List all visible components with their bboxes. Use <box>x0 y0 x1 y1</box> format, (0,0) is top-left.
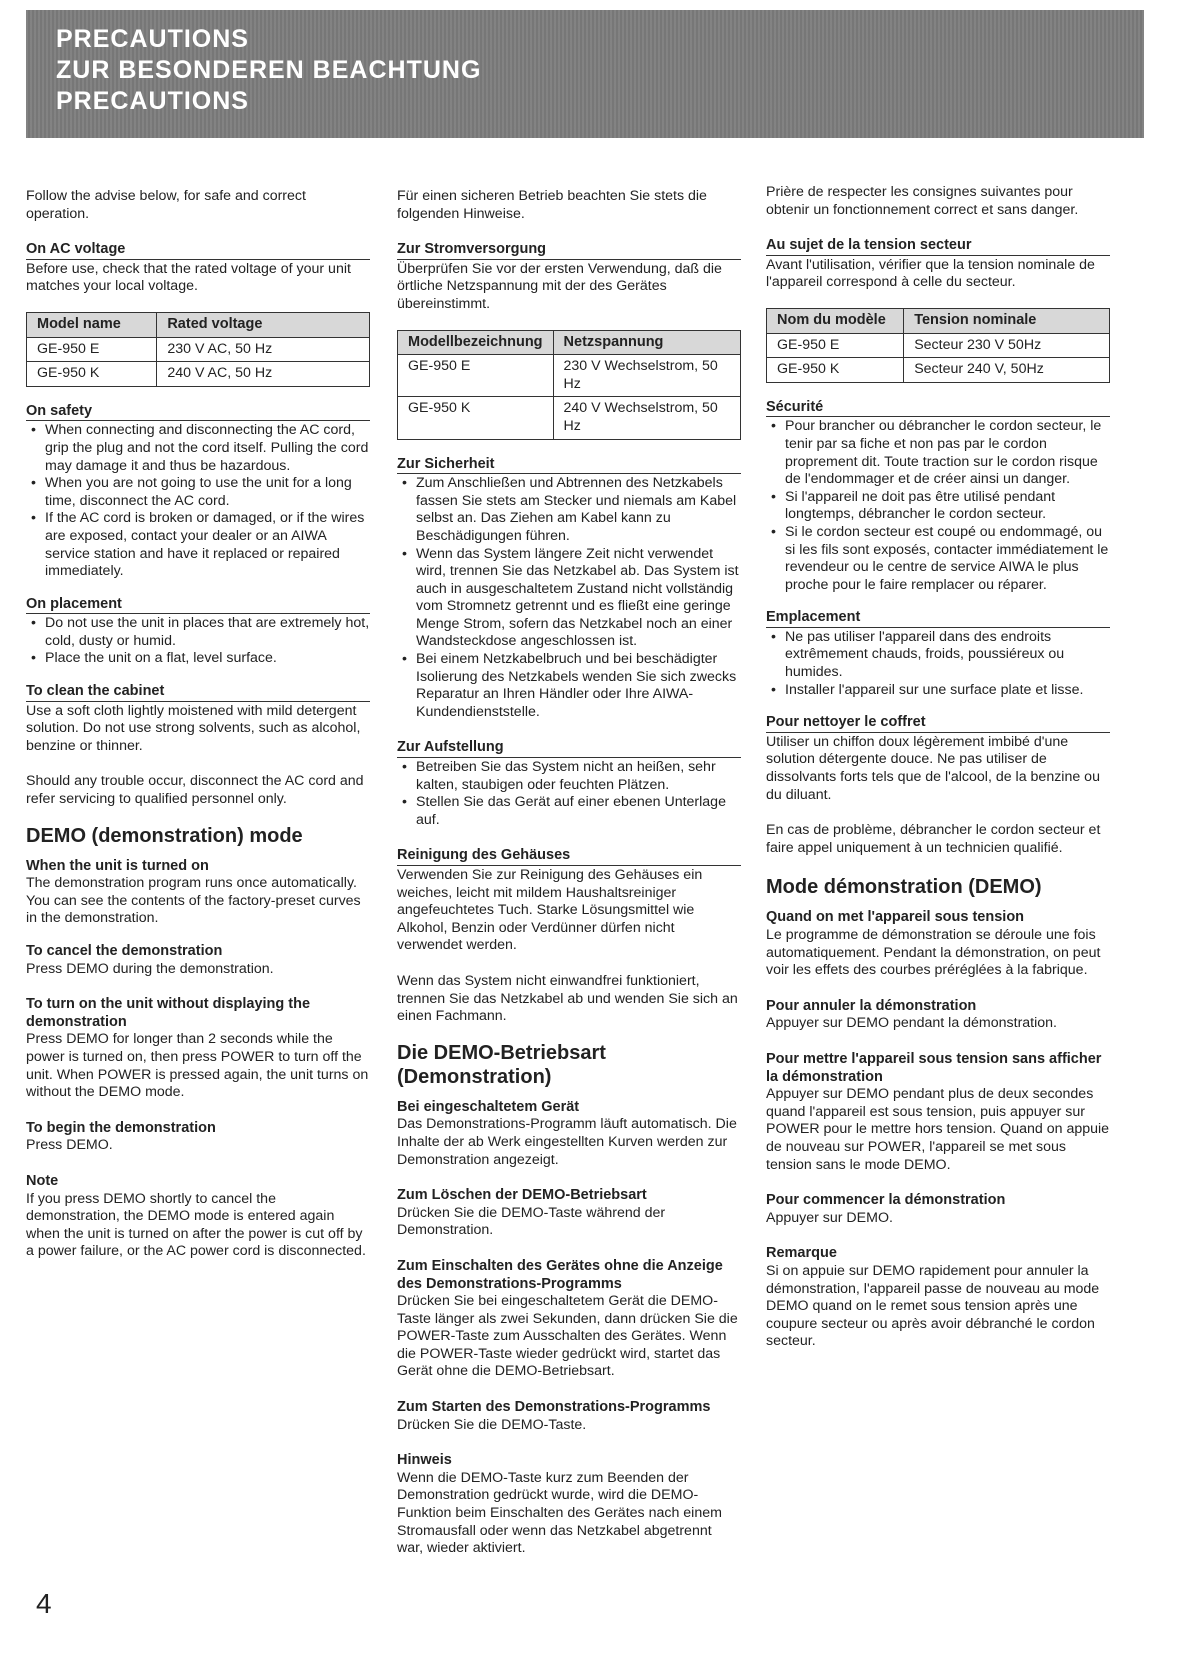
demo-mode-heading: DEMO (demonstration) mode <box>26 824 303 847</box>
placement-list <box>26 615 370 668</box>
list-item: • Betreiben Sie das System nicht an heißen, sehr kalten, staubigen oder feuchten Plätzen. <box>416 759 741 794</box>
table-header-model: Model name <box>27 312 157 337</box>
note-text: Si on appuie sur DEMO rapidement pour annuler la démonstration, l'appareil passe de nouveau au mode DEMO quand on le remet sous tension après une coupure secteur ou après avoir débranché le cordon secteur. <box>766 1262 1100 1350</box>
ac-voltage-heading: On AC voltage <box>26 241 370 260</box>
clean-text: Utiliser un chiffon doux légèrement imbibé d'une solution détergente douce. Ne pas utiliser de dissolvants forts tels que de l'alcool, de la benzine ou du diluant. <box>766 733 1100 803</box>
note-text: If you press DEMO shortly to cancel the demonstration, the DEMO mode is entered again when the unit is turned on after the power is cut off by a power failure, or the AC power cord is disconnected. <box>26 1190 366 1260</box>
table-cell: Secteur 230 V 50Hz <box>904 333 1110 358</box>
table-cell: GE-950 E <box>27 337 157 362</box>
voltage-table <box>26 312 370 387</box>
demo-turned-on-heading: Quand on met l'appareil sous tension <box>766 909 1025 926</box>
safety-list <box>766 418 1110 594</box>
clean-heading: Pour nettoyer le coffret <box>766 714 1110 733</box>
list-item: • Installer l'appareil sur une surface plate et lisse. <box>785 682 1110 700</box>
demo-turn-on-without-text: Appuyer sur DEMO pendant plus de deux secondes quand l'appareil est sous tension, puis appuyer sur POWER pour le mettre hors tension. Quand on appuie de nouveau sur POWER, l'appareil se met sous tension sans le mode DEMO. <box>766 1086 1110 1173</box>
trouble-text: En cas de problème, débrancher le cordon secteur et faire appel uniquement à un technicien qualifié. <box>766 822 1101 856</box>
title-french: PRECAUTIONS <box>56 87 249 115</box>
demo-turn-on-without-text: Press DEMO for longer than 2 seconds while the power is turned on, then press POWER to turn off the unit. When POWER is pressed again, the unit turns on without the DEMO mode. <box>26 1031 369 1101</box>
safety-heading: Sécurité <box>766 399 1110 418</box>
safety-heading: On safety <box>26 403 370 422</box>
list-item: • Ne pas utiliser l'appareil dans des endroits extrêmement chauds, froids, poussiéreux ou humides. <box>785 629 1110 682</box>
placement-heading: Zur Aufstellung <box>397 739 741 758</box>
trouble-text: Should any trouble occur, disconnect the AC cord and refer servicing to qualified personnel only. <box>26 773 364 808</box>
title-banner <box>26 10 1144 138</box>
demo-begin-text: Press DEMO. <box>26 1137 113 1154</box>
table-cell: Secteur 240 V, 50Hz <box>904 358 1110 383</box>
safety-list <box>26 422 370 580</box>
table-cell: GE-950 K <box>398 397 554 439</box>
demo-cancel-text: Press DEMO during the demonstration. <box>26 960 274 977</box>
page-number: 4 <box>36 1588 52 1619</box>
title-english: PRECAUTIONS <box>56 25 249 53</box>
list-item: • Si le cordon secteur est coupé ou endommagé, ou si les fils sont exposés, contacter immédiatement le revendeur ou le centre de service AIWA le plus proche pour le faire remplacer ou réparer. <box>785 524 1110 594</box>
note-heading: Hinweis <box>397 1452 452 1469</box>
trouble-text: Wenn das System nicht einwandfrei funktioniert, trennen Sie das Netzkabel ab und wenden Sie sich an einen Fachmann. <box>397 972 738 1025</box>
table-cell: 230 V Wechselstrom, 50 Hz <box>553 355 740 397</box>
demo-cancel-heading: Zum Löschen der DEMO-Betriebsart <box>397 1187 647 1204</box>
list-item: • Bei einem Netzkabelbruch und bei beschädigter Isolierung des Netzkabels wenden Sie sich zwecks Reparatur an Ihren Händler oder Ihre AIWA-Kundendienststelle. <box>416 651 741 721</box>
list-item: • Zum Anschließen und Abtrennen des Netzkabels fassen Sie stets am Stecker und niemals am Kabel selbst an. Das Ziehen am Kabel kann zu Beschädigungen führen. <box>416 475 741 545</box>
demo-turned-on-heading: Bei eingeschaltetem Gerät <box>397 1098 580 1115</box>
intro-text: Für einen sicheren Betrieb beachten Sie stets die folgenden Hinweise. <box>397 188 707 222</box>
demo-begin-text: Drücken Sie die DEMO-Taste. <box>397 1416 587 1433</box>
clean-text: Use a soft cloth lightly moistened with mild detergent solution. Do not use strong solvents, such as alcohol, benzine or thinner. <box>26 702 361 754</box>
demo-turned-on-text: The demonstration program runs once automatically. You can see the contents of the factory-preset curves in the demonstration. <box>26 875 361 927</box>
table-row <box>27 337 370 362</box>
voltage-table <box>766 308 1110 383</box>
table-header-voltage: Rated voltage <box>157 312 370 337</box>
table-cell: GE-950 K <box>767 358 904 383</box>
table-row <box>398 355 741 397</box>
clean-heading: Reinigung des Gehäuses <box>397 847 741 866</box>
ac-voltage-heading: Zur Stromversorgung <box>397 241 741 260</box>
demo-begin-text: Appuyer sur DEMO. <box>766 1209 893 1226</box>
column-english <box>26 188 370 1261</box>
demo-mode-heading: Die DEMO-Betriebsart (Demonstration) <box>397 1041 606 1088</box>
table-header-row <box>398 330 741 355</box>
demo-cancel-text: Drücken Sie die DEMO-Taste während der Demonstration. <box>397 1204 666 1239</box>
table-cell: GE-950 K <box>27 362 157 387</box>
voltage-table <box>397 330 741 440</box>
table-header-voltage: Tension nominale <box>904 308 1110 333</box>
column-french <box>766 184 1110 1351</box>
safety-list <box>397 475 741 721</box>
table-header-model: Nom du modèle <box>767 308 904 333</box>
placement-list <box>766 629 1110 699</box>
demo-turned-on-text: Le programme de démonstration se déroule une fois automatiquement. Pendant la démonstration, on peut voir les effets des courbes préréglées à la fabrique. <box>766 927 1101 979</box>
demo-cancel-heading: To cancel the demonstration <box>26 943 223 959</box>
placement-list <box>397 759 741 829</box>
list-item: • Stellen Sie das Gerät auf einer ebenen Unterlage auf. <box>416 794 741 829</box>
title-german: ZUR BESONDEREN BEACHTUNG <box>56 56 482 84</box>
demo-turned-on-text: Das Demonstrations-Programm läuft automatisch. Die Inhalte der ab Werk eingestellten Kurven werden zur Demonstration angezeigt. <box>397 1116 737 1168</box>
clean-text: Verwenden Sie zur Reinigung des Gehäuses ein weiches, leicht mit mildem Haushaltsreiniger angefeuchtetes Tuch. Starke Lösungsmittel wie Alkohol, Benzin oder Verdünner dürfen nicht verwendet werden. <box>397 867 703 954</box>
list-item: • Place the unit on a flat, level surface. <box>45 650 370 668</box>
list-item: • When connecting and disconnecting the AC cord, grip the plug and not the cord itself. Pulling the cord may damage it and thus be hazardous. <box>45 422 370 475</box>
safety-heading: Zur Sicherheit <box>397 456 741 475</box>
demo-begin-heading: To begin the demonstration <box>26 1119 216 1136</box>
table-header-model: Modellbezeichnung <box>398 330 554 355</box>
intro-text: Prière de respecter les consignes suivantes pour obtenir un fonctionnement correct et sans danger. <box>766 184 1079 218</box>
demo-turn-on-without-heading: Zum Einschalten des Gerätes ohne die Anzeige des Demonstrations-Programms <box>397 1257 723 1292</box>
table-cell: GE-950 E <box>398 355 554 397</box>
table-header-voltage: Netzspannung <box>553 330 740 355</box>
demo-cancel-text: Appuyer sur DEMO pendant la démonstration. <box>766 1015 1057 1032</box>
demo-turned-on-heading: When the unit is turned on <box>26 857 209 874</box>
clean-heading: To clean the cabinet <box>26 683 370 702</box>
ac-voltage-text: Avant l'utilisation, vérifier que la tension nominale de l'appareil correspond à celle du secteur. <box>766 256 1095 291</box>
intro-text: Follow the advise below, for safe and correct operation. <box>26 188 306 222</box>
table-row <box>767 358 1110 383</box>
note-text: Wenn die DEMO-Taste kurz zum Beenden der Demonstration gedrückt wurde, wird die DEMO-Funktion beim Einschalten des Gerätes nach einem Stromausfall oder wenn das Netzkabel abgetrennt war, wieder aktiviert. <box>397 1469 722 1557</box>
ac-voltage-text: Before use, check that the rated voltage of your unit matches your local voltage. <box>26 260 351 295</box>
ac-voltage-heading: Au sujet de la tension secteur <box>766 237 1110 256</box>
list-item: • Wenn das System längere Zeit nicht verwendet wird, trennen Sie das Netzkabel ab. Das System ist auch in ausgeschaltetem Zustand nicht vollständig vom Stromnetz getrennt und es fließt eine geringe Menge Strom, sofern das Netzkabel noch an einer Wandsteckdose angeschlossen ist. <box>416 546 741 652</box>
list-item: • Do not use the unit in places that are extremely hot, cold, dusty or humid. <box>45 615 370 650</box>
table-header-row <box>767 308 1110 333</box>
demo-mode-heading: Mode démonstration (DEMO) <box>766 876 1042 899</box>
table-row <box>398 397 741 439</box>
table-cell: GE-950 E <box>767 333 904 358</box>
note-heading: Note <box>26 1172 59 1189</box>
table-row <box>27 362 370 387</box>
column-german <box>397 188 741 1558</box>
demo-cancel-heading: Pour annuler la démonstration <box>766 997 977 1014</box>
list-item: • Si l'appareil ne doit pas être utilisé pendant longtemps, débrancher le cordon secteur. <box>785 489 1110 524</box>
table-cell: 240 V AC, 50 Hz <box>157 362 370 387</box>
table-cell: 240 V Wechselstrom, 50 Hz <box>553 397 740 439</box>
table-header-row <box>27 312 370 337</box>
placement-heading: On placement <box>26 596 370 615</box>
demo-turn-on-without-text: Drücken Sie bei eingeschaltetem Gerät die DEMO-Taste länger als zwei Sekunden, dann drücken Sie die POWER-Taste zum Ausschalten des Gerätes. Wenn die POWER-Taste wieder gedrückt wird, startet das Gerät ohne die DEMO-Betriebsart. <box>397 1293 738 1380</box>
list-item: • Pour brancher ou débrancher le cordon secteur, le tenir par sa fiche et non pas par le cordon proprement dit. Toute traction sur le cordon risque de l'endommager et de créer ainsi un danger. <box>785 418 1110 488</box>
demo-begin-heading: Pour commencer la démonstration <box>766 1192 1006 1209</box>
note-heading: Remarque <box>766 1245 837 1262</box>
list-item: • If the AC cord is broken or damaged, or if the wires are exposed, contact your dealer or an AIWA service station and have it replaced or repaired immediately. <box>45 510 370 580</box>
demo-begin-heading: Zum Starten des Demonstrations-Programms <box>397 1399 711 1416</box>
ac-voltage-text: Überprüfen Sie vor der ersten Verwendung, daß die örtliche Netzspannung mit der des Gerätes übereinstimmt. <box>397 260 722 312</box>
table-row <box>767 333 1110 358</box>
demo-turn-on-without-heading: To turn on the unit without displaying the demonstration <box>26 996 311 1030</box>
table-cell: 230 V AC, 50 Hz <box>157 337 370 362</box>
placement-heading: Emplacement <box>766 609 1110 628</box>
list-item: • When you are not going to use the unit for a long time, disconnect the AC cord. <box>45 475 370 510</box>
demo-turn-on-without-heading: Pour mettre l'appareil sous tension sans afficher la démonstration <box>766 1050 1102 1085</box>
